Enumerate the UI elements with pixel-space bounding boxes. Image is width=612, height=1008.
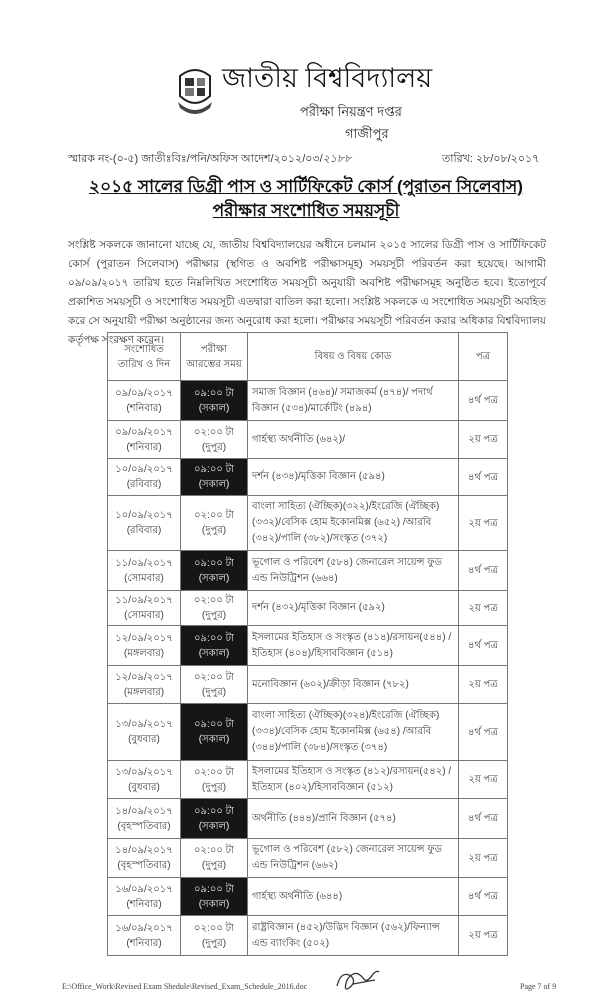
subject-cell: রাষ্ট্রবিজ্ঞান (৪৫২)/উদ্ভিদ বিজ্ঞান (৫৬২)/ফিন্যান্স এন্ড ব্যাংকিং (৫০২) [248,916,459,956]
document-title: ২০১৫ সালের ডিগ্রী পাস ও সার্টিফিকেট কোর্স (পুরাতন সিলেবাস) [89,177,523,196]
time-cell: ০২:০০ টা (দুপুর) [181,421,248,459]
table-row [108,496,508,551]
document-date: তারিখ: ২৮/০৮/২০১৭ [442,153,540,165]
paper-cell: ৪র্থ পত্র [459,381,508,421]
paper-cell: ৪র্থ পত্র [459,551,508,591]
time-cell: ০২:০০ টা (দুপুর) [181,666,248,704]
subject-cell: গার্হস্থ্য অর্থনীতি (৬৪২)/ [248,421,459,459]
file-path-footer: E:\Office_Work\Revised Exam Shedule\Revised_Exam_Schedule_2016.doc [62,982,308,991]
paper-cell: ২য় পত্র [459,591,508,626]
subject-cell: ইসলামের ইতিহাস ও সংস্কৃত (৪১৪)/রসায়ন(৫৪৪) /ইতিহাস (৪০৪)/হিসাববিজ্ঞান (৫১৪) [248,626,459,666]
notice-paragraph: সংশ্লিষ্ট সকলকে জানানো যাচ্ছে যে, জাতীয় বিশ্ববিদ্যালয়ের অধীনে চলমান ২০১৫ সালের ডিগ্রী পাস ও সার্টিফিকেট কোর্স (পুরাতন সিলেবাস) পরীক্ষার (স্থগিত ও অবশিষ্ট পরীক্ষাসমূহ) সময়সূচী পরিবর্তন করা হয়েছে। আগামী ০৯/০৯/২০১৭ তারিখ হতে নিম্নলিখিত সংশোধিত সময়সূচী অনুযায়ী অবশিষ্ট পরীক্ষাসমূহ অনুষ্ঠিত হবে। ইতোপূর্বে প্রকাশিত সময়সূচী ও সংশোধিত সময়সূচী এতদ্বারা বাতিল করা হলো। সংশ্লিষ্ট সকলকে এ সংশোধিত সময়সূচী অবহিত করে সে অনুযায়ী পরীক্ষা অনুষ্ঠানের জন্য অনুরোধ করা হলো। পরীক্ষার সময়সূচী পরিবর্তন করার অধিকার বিশ্ববিদ্যালয় কর্তৃপক্ষ সংরক্ষণ করেন। [68,239,546,346]
paper-cell: ৪র্থ পত্র [459,626,508,666]
table-row [108,761,508,799]
university-name: জাতীয় বিশ্ববিদ্যালয় [222,63,433,93]
table-row [108,381,508,421]
university-seal-logo [176,62,214,118]
time-cell: ০৯:০০ টা (সকাল) [181,381,248,421]
paper-cell: ৪র্থ পত্র [459,459,508,496]
page-number: Page 7 of 9 [520,982,557,991]
date-cell: ১২/০৯/২০১৭ (মঙ্গলবার) [108,666,181,704]
table-row [108,666,508,704]
paper-cell: ২য় পত্র [459,839,508,878]
time-cell: ০৯:০০ টা (সকাল) [181,459,248,496]
date-cell: ১২/০৯/২০১৭ (মঙ্গলবার) [108,626,181,666]
paper-cell: ৪র্থ পত্র [459,878,508,916]
memo-number [68,150,351,169]
header-date: সংশোধিত তারিখ ও দিন [108,333,181,381]
table-header-row [108,333,508,381]
paper-cell: ২য় পত্র [459,761,508,799]
paper-cell: ২য় পত্র [459,421,508,459]
subject-cell: বাংলা সাহিত্য (ঐচ্ছিক)(৩২২)/ইংরেজি (ঐচ্ছিক) (৩৩২)/বেসিক হোম ইকোনমিক্স (৬৫২) /আরবি (৩৪২)/পালি (৩৮২)/সংস্কৃত (৩৭২) [248,496,459,551]
table-row [108,421,508,459]
time-cell: ০৯:০০ টা (সকাল) [181,878,248,916]
subject-cell: গার্হস্থ্য অর্থনীতি (৬৪৪) [248,878,459,916]
date-cell: ১০/০৯/২০১৭ (রবিবার) [108,459,181,496]
date-cell: ১১/০৯/২০১৭ (সোমবার) [108,551,181,591]
table-row [108,916,508,956]
date-cell: ১৬/০৯/২০১৭ (শনিবার) [108,916,181,956]
table-row [108,878,508,916]
header-paper: পত্র [459,333,508,381]
signature [333,966,383,994]
time-cell: ০২:০০ টা (দুপুর) [181,761,248,799]
office-name: পরীক্ষা নিয়ন্ত্রণ দপ্তর [300,104,402,119]
table-row [108,799,508,839]
date-cell: ১৬/০৯/২০১৭ (শনিবার) [108,878,181,916]
subject-cell: দর্শন (৪৩৪)/মৃত্তিকা বিজ্ঞান (৫৯৪) [248,459,459,496]
date-cell: ০৯/০৯/২০১৭ (শনিবার) [108,381,181,421]
table-row [108,704,508,761]
date-cell: ১৩/০৯/২০১৭ (বুধবার) [108,704,181,761]
table-row [108,626,508,666]
time-cell: ০৯:০০ টা (সকাল) [181,704,248,761]
date-cell: ১৪/০৯/২০১৭ (বৃহস্পতিবার) [108,799,181,839]
date-cell: ১৪/০৯/২০১৭ (বৃহস্পতিবার) [108,839,181,878]
paper-cell: ৪র্থ পত্র [459,704,508,761]
time-cell: ০৯:০০ টা (সকাল) [181,551,248,591]
paper-cell: ২য় পত্র [459,916,508,956]
city-name: গাজীপুর [345,126,389,141]
subject-cell: অর্থনীতি (৪৪৪)/প্রানি বিজ্ঞান (৫৭৪) [248,799,459,839]
memo-prefix: স্মারক নং-(০-৫) জাতীঃবিঃ/পনি/অফিস আদেশ/২০১২/০৩/ [68,153,323,165]
time-cell: ০৯:০০ টা (সকাল) [181,799,248,839]
paper-cell: ২য় পত্র [459,666,508,704]
date-cell: ১০/০৯/২০১৭ (রবিবার) [108,496,181,551]
document-subtitle: পরীক্ষার সংশোধিত সময়সূচী [212,201,400,220]
date-cell: ০৯/০৯/২০১৭ (শনিবার) [108,421,181,459]
time-cell: ০২:০০ টা (দুপুর) [181,496,248,551]
paper-cell: ২য় পত্র [459,496,508,551]
table-row [108,839,508,878]
subject-cell: ভূগোল ও পরিবেশ (৫৮৪) জেনারেল সায়েন্স ফুড এন্ড নিউট্রিশন (৬৬৪) [248,551,459,591]
subject-cell: বাংলা সাহিত্য (ঐচ্ছিক)(৩২৪)/ইংরেজি (ঐচ্ছিক) (৩৩৪)/বেসিক হোম ইকোনমিক্স (৬৫৪) /আরবি (৩৪৪)/পালি (৩৮৪)/সংস্কৃত (৩৭৪) [248,704,459,761]
subject-cell: মনোবিজ্ঞান (৬০২)/ক্রীড়া বিজ্ঞান (৭৮২) [248,666,459,704]
header-subject: বিষয় ও বিষয় কোড [248,333,459,381]
time-cell: ০২:০০ টা (দুপুর) [181,591,248,626]
date-cell: ১৩/০৯/২০১৭ (বুধবার) [108,761,181,799]
paper-cell: ৪র্থ পত্র [459,799,508,839]
time-cell: ০২:০০ টা (দুপুর) [181,839,248,878]
table-row [108,551,508,591]
subject-cell: সমাজ বিজ্ঞান (৪৬৪)/ সমাজকর্ম (৪৭৪)/ পদার্থ বিজ্ঞান (৫৩৪)/মার্কেটিং (৪৯৪) [248,381,459,421]
subject-cell: দর্শন (৪৩২)/মৃত্তিকা বিজ্ঞান (৫৯২) [248,591,459,626]
memo-handwritten-number: ২১৮৮ [322,152,352,165]
exam-schedule-table [107,332,508,956]
table-row [108,591,508,626]
subject-cell: ইসলামের ইতিহাস ও সংস্কৃত (৪১২)/রসায়ন(৫৪২) /ইতিহাস (৪০২)/হিসাববিজ্ঞান (৫১২) [248,761,459,799]
header-time: পরীক্ষা আরম্ভের সময় [181,333,248,381]
time-cell: ০২:০০ টা (দুপুর) [181,916,248,956]
time-cell: ০৯:০০ টা (সকাল) [181,626,248,666]
table-row [108,459,508,496]
date-cell: ১১/০৯/২০১৭ (সোমবার) [108,591,181,626]
subject-cell: ভূগোল ও পরিবেশ (৫৮২) জেনারেল সায়েন্স ফুড এন্ড নিউট্রিশন (৬৬২) [248,839,459,878]
